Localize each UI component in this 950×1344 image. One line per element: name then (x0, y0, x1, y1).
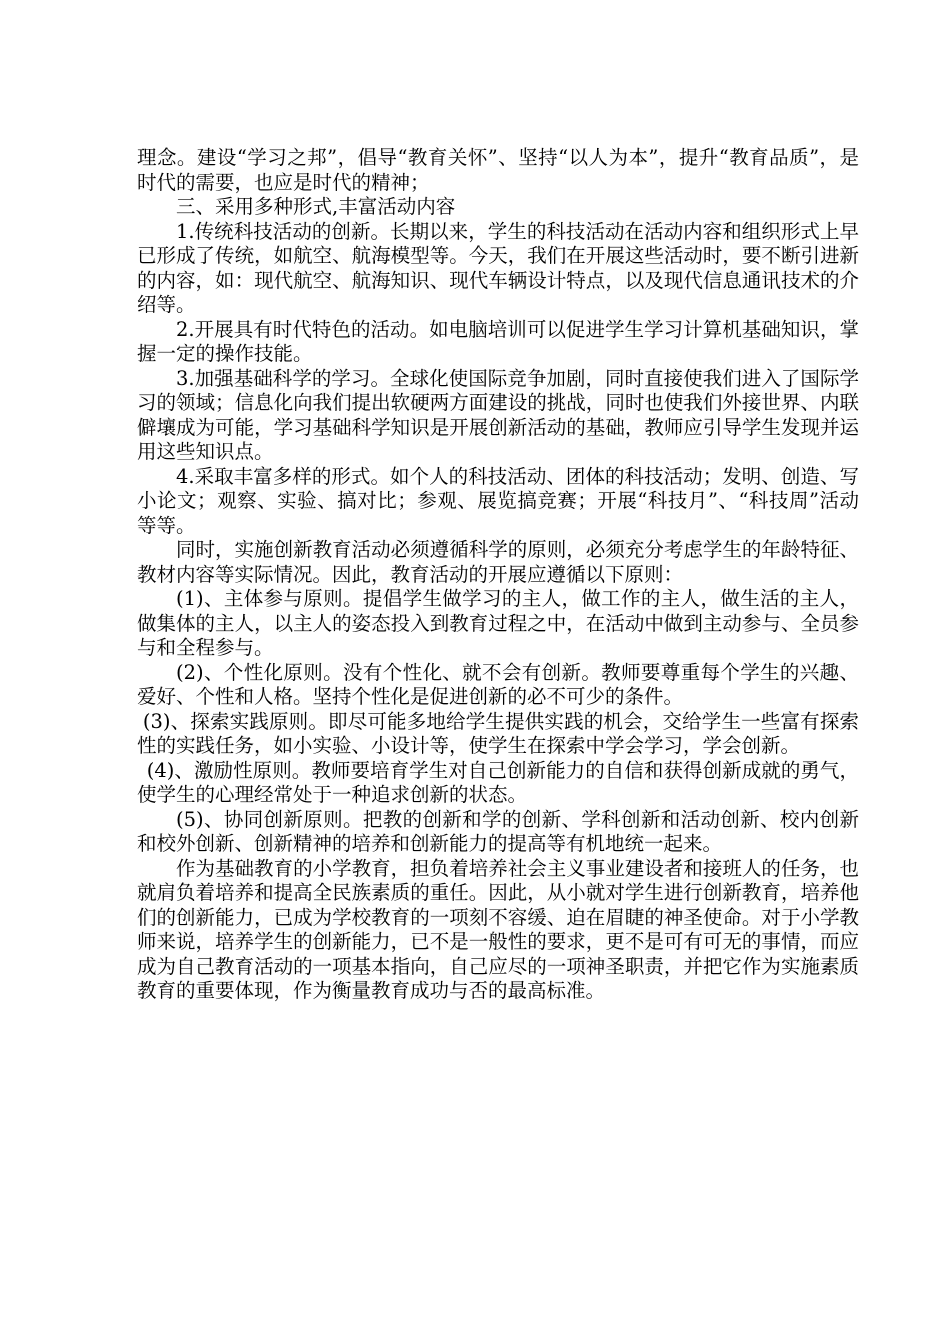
paragraph-principle-2: (2)、个性化原则。没有个性化、就不会有创新。教师要尊重每个学生的兴趣、爱好、个性和人格。坚持个性化是促进创新的必不可少的条件。 (137, 660, 859, 708)
paragraph-principles-intro: 同时，实施创新教育活动必须遵循科学的原则，必须充分考虑学生的年龄特征、教材内容等实际情况。因此，教育活动的开展应遵循以下原则： (137, 538, 859, 586)
paragraph-item-2: 2.开展具有时代特色的活动。如电脑培训可以促进学生学习计算机基础知识，掌握一定的操作技能。 (137, 317, 859, 365)
paragraph-principle-4: (4)、激励性原则。教师要培育学生对自己创新能力的自信和获得创新成就的勇气，使学生的心理经常处于一种追求创新的状态。 (137, 758, 859, 806)
paragraph-principle-1: (1)、主体参与原则。提倡学生做学习的主人，做工作的主人，做生活的主人，做集体的主人，以主人的姿态投入到教育过程之中，在活动中做到主动参与、全员参与和全程参与。 (137, 587, 859, 659)
section-heading: 三、采用多种形式,丰富活动内容 (176, 195, 456, 218)
paragraph-principle-5: (5)、协同创新原则。把教的创新和学的创新、学科创新和活动创新、校内创新和校外创新、创新精神的培养和创新能力的提高等有机地统一起来。 (137, 807, 859, 855)
paragraph-item-3: 3.加强基础科学的学习。全球化使国际竞争加剧，同时直接使我们进入了国际学习的领域；信息化向我们提出软硬两方面建设的挑战，同时也使我们外接世界、内联僻壤成为可能，学习基础科学知识是开展创新活动的基础，教师应引导学生发现并运用这些知识点。 (137, 366, 859, 463)
paragraph-item-1: 1.传统科技活动的创新。长期以来，学生的科技活动在活动内容和组织形式上早已形成了传统，如航空、航海模型等。今天，我们在开展这些活动时，要不断引进新的内容，如：现代航空、航海知识、现代车辆设计特点，以及现代信息通讯技术的介绍等。 (137, 219, 859, 316)
paragraph-conclusion: 作为基础教育的小学教育，担负着培养社会主义事业建设者和接班人的任务，也就肩负着培养和提高全民族素质的重任。因此，从小就对学生进行创新教育，培养他们的创新能力，已成为学校教育的一项刻不容缓、迫在眉睫的神圣使命。对于小学教师来说，培养学生的创新能力，已不是一般性的要求，更不是可有可无的事情，而应成为自己教育活动的一项基本指向，自己应尽的一项神圣职责，并把它作为实施素质教育的重要体现，作为衡量教育成功与否的最高标准。 (137, 856, 859, 1002)
paragraph-item-4: 4.采取丰富多样的形式。如个人的科技活动、团体的科技活动；发明、创造、写小论文；观察、实验、搞对比；参观、展览搞竞赛；开展“科技月”、“科技周”活动等等。 (137, 464, 859, 537)
document-page (137, 146, 859, 1004)
paragraph-intro: 理念。建设“学习之邦”，倡导“教育关怀”、坚持“以人为本”，提升“教育品质”，是时代的需要，也应是时代的精神； (137, 146, 859, 194)
paragraph-principle-3: (3)、探索实践原则。即尽可能多地给学生提供实践的机会，交给学生一些富有探索性的实践任务，如小实验、小设计等，使学生在探索中学会学习，学会创新。 (137, 709, 859, 757)
